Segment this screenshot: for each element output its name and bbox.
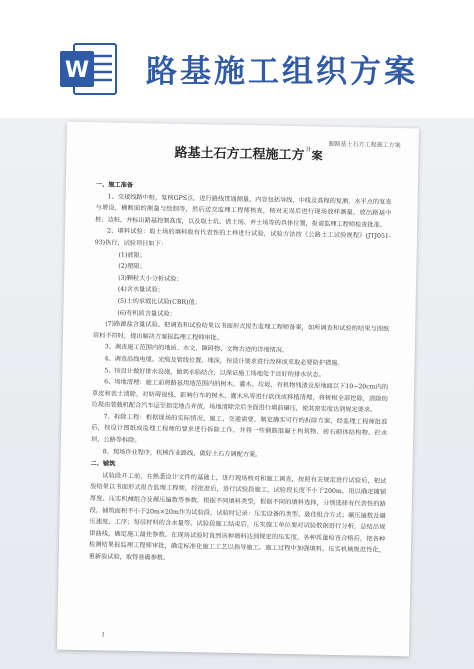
word-icon-letter: W [64,58,90,83]
list-item: (2)塑限； [118,262,146,271]
document-body [89,178,392,568]
word-document-icon [60,42,118,96]
paragraph: 4、调查沿线电缆、光缆及管线位置、埋深，按设计要求进行改移或采取必要防护措施。 [104,355,344,367]
paragraph: 3、调查施工范围内的地质、水文、障碍物、文物古迹的详细情况。 [104,343,289,355]
list-item: (6)有机质含量试验； [117,309,176,318]
paragraph: 7、拆除工程：根据现场的实际情况、施工、交通需要，制定确实可行的拆除方案，经监理工程师批准后，按设计图纸或监理工程师的要求进行拆除工作，并将一些钢筋混凝土构筑物、砖石砌体结构物、拦水坝、公路等拆除。 [90,413,388,445]
list-item: (4)含水量试验； [117,286,164,294]
banner-title: 路基施工组织方案 [146,54,418,90]
list-item: (3)颗粒大小分析试验； [118,274,183,283]
paragraph: 2、填料试验：取土场的填料取有代表性的土样进行试验，试验方法按《公路土工试验规程》(JTJ051-93)执行，试验项目如下： [94,227,392,248]
banner [0,0,474,125]
paragraph: (7)路源盐含量试验。把调查和试验结果以书面形式报告监理工程师备案，如所调查和试验的结果与图纸资料不符时，提出解决方案报监理工程师审批。 [92,320,390,342]
list-item: (5)土的承载比试验(CBR)值； [117,297,201,307]
section-heading: 二、铺筑 [90,460,116,468]
document-title-main: 路基土石方工程施工方 [174,145,305,164]
running-header: 脚路基土石方工程施工方案 [328,140,401,150]
paragraph: 1、交接线路中桩，复核GPS点，进行路线贯通测量，内容包括导线、中线及高程的复测，水平点的复查与增设，横断面的测量与绘制等，然后送交监理工程师核查，核对无误后进行现场放样测量，放出路基中桩、边桩，并标出路基控制高度，以及取土坑、借土场、弃土场等的具体位置，报请监理工程师检查批准。 [95,193,392,229]
section-heading: 一、施工准备 [95,181,134,189]
paragraph: 5、按设计做好排水设施，做到永临结合，以保证施工场地处于良好的排水状态。 [104,366,325,379]
paragraph: 6、场地清理：施工前将路基用地范围内的树木、灌木、垃圾、有机物残渣及原地面以下10~20cm内的草皮和表土清除，对妨碍视线、影响行车的树木、灌木丛等进行砍伐或移植清理，将树根全部挖除，清除的垃圾由装载机配合汽车运至指定地点弃放，场地清除完后全面进行填前碾压，使其密实度达到规定要求。 [91,378,389,414]
document-page [57,122,419,657]
document-title [174,142,322,164]
page-number: 1 [101,631,106,639]
list-item: (1)液限； [118,251,146,259]
paragraph: 8、现场作业程序，机械作业路线，做好土石方调配方案。 [102,448,262,459]
document-title-superscript: 计 [305,146,312,154]
document-title-tail: 案 [311,149,323,163]
paragraph: 试验段开工前，在熟悉设计文件的基础上，进行现场核对和施工调查，按照有关规定进行试验后，把试验结果以书面形式报告监理工程师，经批准后，进行试验段施工，试验段长度不小于200m，用以确定摊铺厚度、压实机械组合及碾压遍数等参数。根据不同填料类型，根据不同的填料选择，分别选择有代表性的路段，铺筑面积不小于20m×20m作为试验段，试验时记录：压实设备的类型、最佳组合方式；碾压遍数及碾压速度、工序；每层材料的含水量等。试验段施工结束后，压实施工单位要对试验数据进行分析，总结出规律曲线，确定施工最佳参数。在现场试验时直到该种填料达到规定的压实度，各种质量检查合格后，把各种检测结果报监理工程师审批，确定标准化施工工艺以指导施工。施工过程中加强填料、压实机械规范性化，重新验试验，取得准确参数。 [88,472,387,562]
